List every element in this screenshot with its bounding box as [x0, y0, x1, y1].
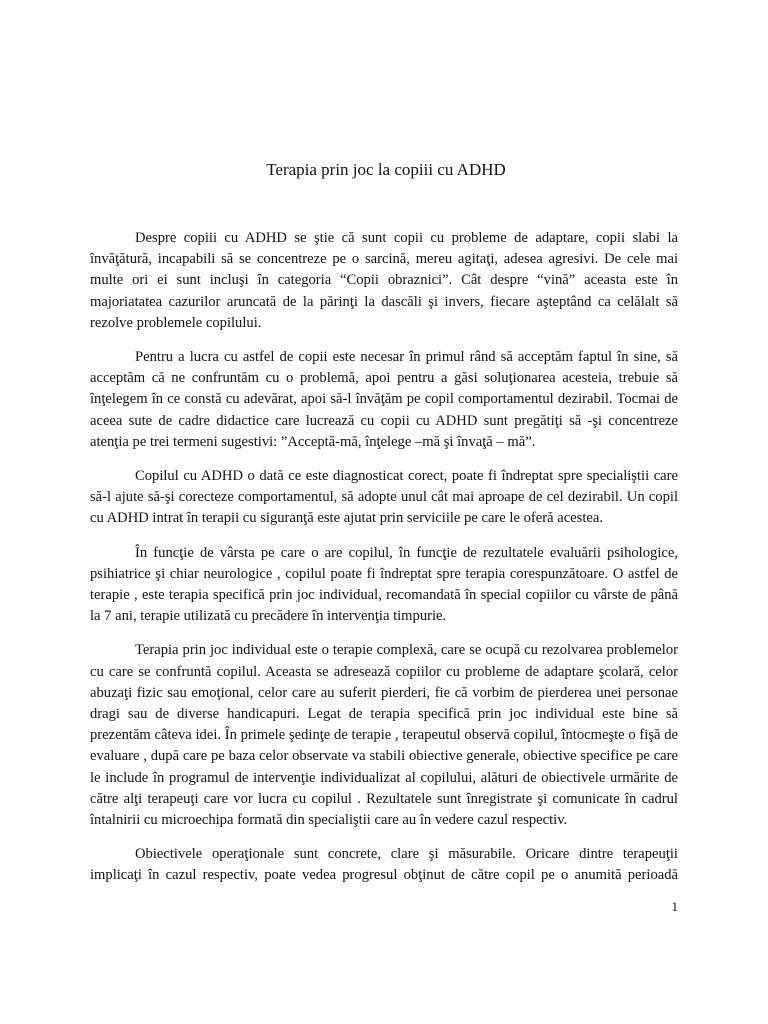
paragraph: În funcţie de vârsta pe care o are copilul, în funcţie de rezultatele evaluării psihologice, psihiatrice şi chiar neurologice , copilul poate fi îndreptat spre terapia corespunzătoare. O astfel de terapie , este terapia specifică prin joc individual, recomandată în special copiilor cu vârste de până la 7 ani, terapie utilizată cu precădere în intervenţia timpurie.	[90, 544, 678, 625]
page-title: Terapia prin joc la copiii cu ADHD	[266, 160, 506, 179]
paragraph: Pentru a lucra cu astfel de copii este necesar în primul rând să acceptăm faptul în sine, să acceptăm că ne confruntăm cu o problemă, apoi pentru a găsi soluţionarea acesteia, trebuie să înţelegem în ce constă cu adevărat, apoi să-l învăţăm pe copil comportamentul dezirabil. Tocmai de aceea sute de cadre didactice care lucrează cu copii cu ADHD sunt pregătiţi să -şi concentreze atenţia pe trei termeni sugestivi: ”Acceptă-mă, înţelege –mă şi învaţă – mă”.	[90, 349, 678, 450]
page-number: 1	[671, 899, 678, 914]
paragraph: Terapia prin joc individual este o terapie complexă, care se ocupă cu rezolvarea problemelor cu care se confruntă copilul. Aceasta se adresează copiilor cu probleme de adaptare şcolară, celor abuzaţi fizic sau emoţional, celor care au suferit pierderi, fie că vorbim de pierderea unei personae dragi sau de diverse handicapuri. Legat de terapia specifică prin joc individual este bine să prezentăm câteva idei. În primele şedinţe de terapie , terapeutul observă copilul, întocmeşte o fişă de evaluare , după care pe baza celor observate va stabili obiective generale, obiective specifice pe care le include în programul de intervenţie individualizat al copilului, alături de obiectivele urmărite de către alţi terapeuţi care vor lucra cu copilul . Rezultatele sunt înregistrate şi comunicate în cadrul întalnirii cu microechipa formată din specialiştii care au în vedere cazul respectiv.	[90, 642, 678, 829]
document-body	[90, 228, 678, 900]
paragraph: Despre copiii cu ADHD se ştie că sunt copii cu probleme de adaptare, copii slabi la învăţătură, incapabili să se concentreze pe o sarcină, mereu agitaţi, adesea agresivi. De cele mai multe ori ei sunt incluşi în categoria “Copii obraznici”. Cât despre “vină” aceasta este în majoriatatea cazurilor aruncată de la părinţi la dascăli şi invers, fiecare aşteptând ca celălalt să rezolve problemele copilului.	[90, 230, 678, 331]
paragraph: Obiectivele operaţionale sunt concrete, clare şi măsurabile. Oricare dintre terapeuţii implicaţi în cazul respectiv, poate vedea progresul obţinut de către copil pe o anumită perioadă	[90, 846, 678, 884]
paragraph: Copilul cu ADHD o dată ce este diagnosticat corect, poate fi îndreptat spre specialiştii care să-l ajute să-şi corecteze comportamentul, să adopte unul cât mai aproape de cel dezirabil. Un copil cu ADHD intrat în terapii cu siguranţă este ajutat prin serviciile pe care le oferă acestea.	[90, 468, 678, 527]
